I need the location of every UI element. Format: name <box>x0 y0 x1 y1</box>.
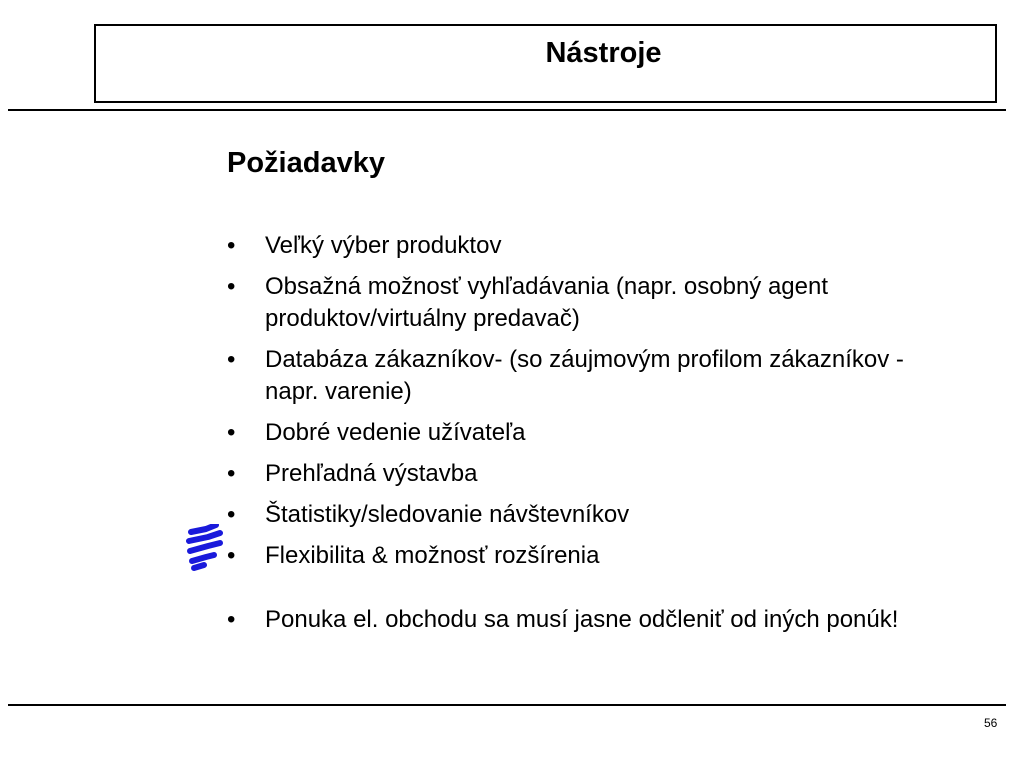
list-item: • Databáza zákazníkov- (so záujmovým profilom zákazníkov - napr. varenie) <box>227 344 947 408</box>
list-item: • Dobré vedenie užívateľa <box>227 417 947 449</box>
list-item: • Štatistiky/sledovanie návštevníkov <box>227 499 947 531</box>
list-item: • Veľký výber produktov <box>227 230 947 262</box>
title-box <box>94 24 997 103</box>
top-divider <box>8 109 1006 111</box>
list-item: • Flexibilita & možnosť rozšírenia <box>227 540 947 572</box>
list-item: • Ponuka el. obchodu sa musí jasne odčleniť od iných ponúk! <box>227 604 947 636</box>
bottom-divider <box>8 704 1006 706</box>
slide-title: Nástroje <box>545 37 662 69</box>
section-heading: Požiadavky <box>227 147 385 179</box>
list-item: • Prehľadná výstavba <box>227 458 947 490</box>
requirements-list <box>227 230 947 645</box>
pointing-hand-icon <box>186 524 226 572</box>
list-item: • Obsažná možnosť vyhľadávania (napr. osobný agent produktov/virtuálny predavač) <box>227 271 947 335</box>
page-number: 56 <box>984 716 998 730</box>
